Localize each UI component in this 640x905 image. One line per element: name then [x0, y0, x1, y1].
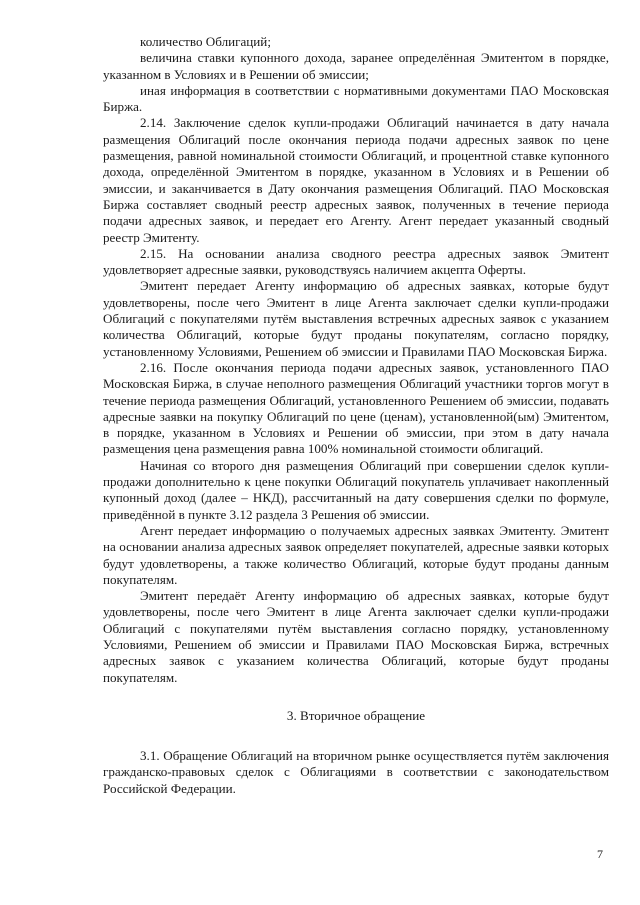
list-item-other-info: иная информация в соответствии с нормативными документами ПАО Московская Биржа.	[103, 82, 609, 115]
page-number: 7	[597, 847, 603, 861]
clause-2-15-continued: Эмитент передает Агенту информацию об адресных заявках, которые будут удовлетворены, после чего Эмитент в лице Агента заключает сделки купли-продажи Облигаций с покупателями путём выставления встречных адресных заявок с указанием количества Облигаций, которые будут проданы покупателям, согласно порядку, установленному Условиями, Решением об эмиссии и Правилами ПАО Московская Биржа.	[103, 278, 609, 359]
clause-2-16-nkd: Начиная со второго дня размещения Облигаций при совершении сделок купли-продажи дополнительно к цене покупки Облигаций покупатель уплачивает накопленный купонный доход (далее – НКД), рассчитанный на дату совершения сделки по формуле, приведённой в пункте 3.12 раздела 3 Решения об эмиссии.	[103, 457, 609, 522]
list-item-bond-quantity: количество Облигаций;	[140, 34, 271, 49]
clause-2-16-issuer-info: Эмитент передаёт Агенту информацию об адресных заявках, которые будут удовлетворены, после чего Эмитент в лице Агента заключает сделки купли-продажи Облигаций с покупателями путём выставления согласно порядку, установленному Условиями, Решением об эмиссии и Правилами ПАО Московская Биржа, встречных адресных заявок с указанием количества Облигаций, которые будут проданы покупателям.	[103, 588, 609, 685]
clause-2-16-agent-info: Агент передает информацию о получаемых адресных заявках Эмитенту. Эмитент на основании анализа адресных заявок определяет покупателей, адресные заявки которых будут удовлетворены, а также количество Облигаций, которые будут проданы данным покупателям.	[103, 522, 609, 587]
document-page	[103, 34, 609, 797]
list-item-coupon-rate: величина ставки купонного дохода, заранее определённая Эмитентом в порядке, указанном в Условиях и в Решении об эмиссии;	[103, 50, 609, 82]
clause-2-14: 2.14. Заключение сделок купли-продажи Облигаций начинается в дату начала размещения Облигаций после окончания периода подачи адресных заявок по цене размещения, равной номинальной стоимости Облигаций, и процентной ставке купонного дохода, определённой Эмитентом в порядке, указанном в Условиях и в Решении об эмиссии, и заканчивается в Дату окончания размещения Облигаций. ПАО Московская Биржа составляет сводный реестр адресных заявок, полученных в течение периода подачи адресных заявок, и передает его Агенту. Агент передает указанный сводный реестр Эмитенту.	[103, 115, 609, 245]
clause-2-15: 2.15. На основании анализа сводного реестра адресных заявок Эмитент удовлетворяет адресные заявки, руководствуясь наличием акцепта Оферты.	[103, 245, 609, 278]
clause-2-16: 2.16. После окончания периода подачи адресных заявок, установленного ПАО Московская Биржа, в случае неполного размещения Облигаций участники торгов могут в течение периода размещения Облигаций, установленного Решением об эмиссии, подавать адресные заявки на покупку Облигаций по цене (ценам), установленной(ым) Эмитентом, в порядке, указанном в Условиях и Решении об эмиссии, при этом в дату начала размещения цена размещения равна 100% номинальной стоимости облигаций.	[103, 359, 609, 457]
section-title: 3. Вторичное обращение	[286, 707, 426, 723]
clause-3-1: 3.1. Обращение Облигаций на вторичном рынке осуществляется путём заключения гражданско-правовых сделок с Облигациями в соответствии с законодательством Российской Федерации.	[103, 748, 609, 796]
